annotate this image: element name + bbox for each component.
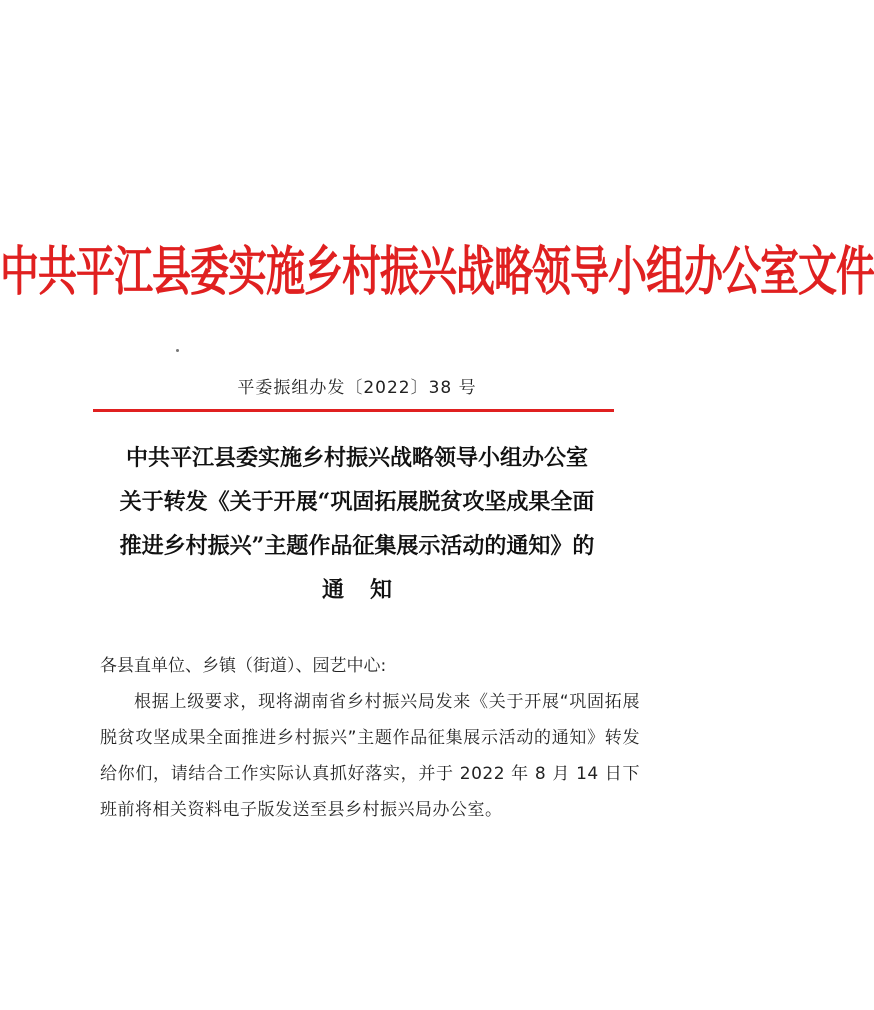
body-paragraph: 根据上级要求，现将湖南省乡村振兴局发来《关于开展“巩固拓展脱贫攻坚成果全面推进乡村振兴”主题作品征集展示活动的通知》转发给你们，请结合工作实际认真抓好落实，并于 2022 年 8 月 14 日下班前将相关资料电子版发送至县乡村振兴局办公室。 — [100, 692, 640, 820]
addressee: 各县直单位、乡镇（街道）、园艺中心: — [100, 656, 387, 676]
scan-speck — [176, 349, 179, 352]
document-number: 平委振组办发〔2022〕38 号 — [237, 378, 477, 398]
document-title — [60, 436, 654, 612]
red-divider-line — [93, 409, 614, 412]
document-body — [100, 648, 640, 828]
masthead-title: 中共平江县委实施乡村振兴战略领导小组办公室文件 — [0, 240, 874, 303]
title-line-4: 通知 — [321, 577, 418, 603]
title-line-3: 推进乡村振兴”主题作品征集展示活动的通知》的 — [119, 533, 595, 559]
title-line-2: 关于转发《关于开展“巩固拓展脱贫攻坚成果全面 — [119, 489, 595, 515]
title-line-1: 中共平江县委实施乡村振兴战略领导小组办公室 — [125, 445, 588, 471]
